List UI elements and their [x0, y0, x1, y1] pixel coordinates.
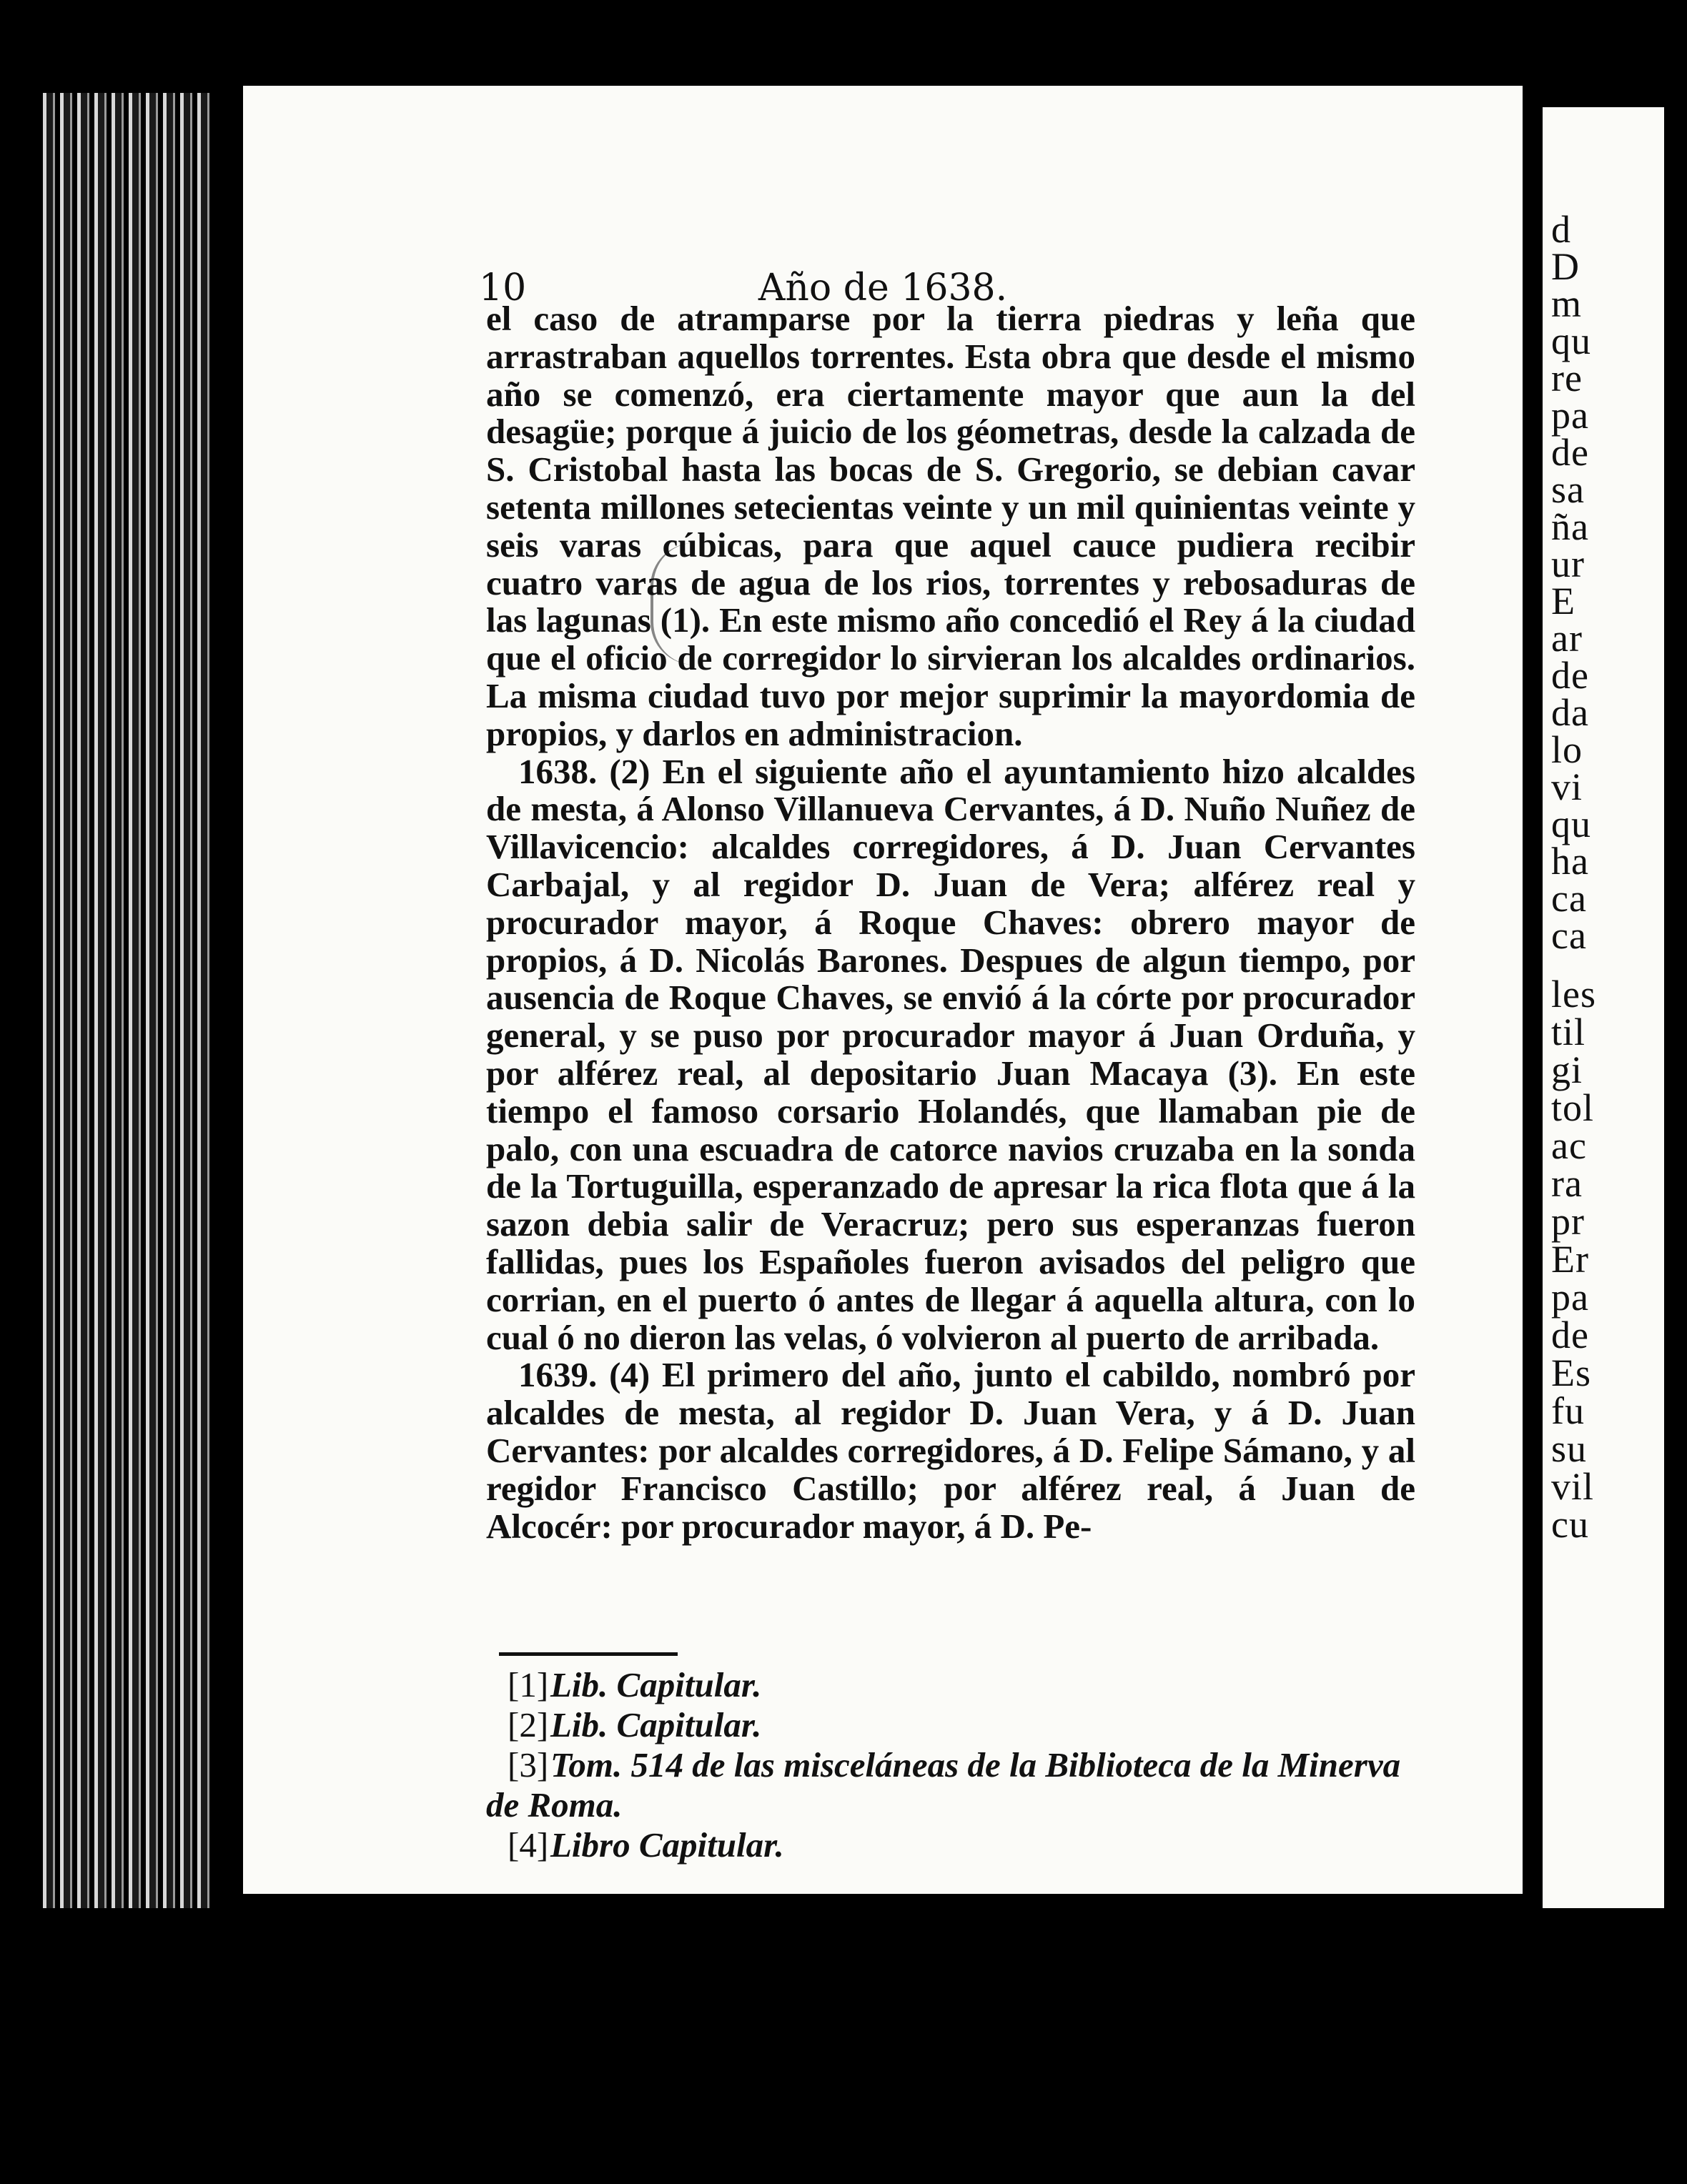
- facing-page: [1543, 107, 1664, 1908]
- facing-page-line: ra: [1551, 1162, 1583, 1205]
- running-title: Año de 1638.: [758, 267, 1008, 309]
- footnote-mark: [4]: [508, 1825, 549, 1865]
- page-number: 10: [479, 267, 527, 309]
- facing-page-line: Er: [1551, 1238, 1589, 1281]
- facing-page-line: ur: [1551, 542, 1585, 585]
- footnote-text: Lib. Capitular.: [550, 1665, 762, 1704]
- facing-page-line: de: [1551, 431, 1589, 474]
- facing-page-line: til: [1551, 1011, 1586, 1053]
- footnote: [486, 1825, 1415, 1865]
- facing-page-line: vil: [1551, 1465, 1595, 1508]
- facing-page-line: cu: [1551, 1503, 1589, 1546]
- facing-page-line: ña: [1551, 505, 1589, 548]
- facing-page-line: gi: [1551, 1048, 1583, 1091]
- paragraph: 1639. (4) El primero del año, junto el cabildo, nombró por alcaldes de mesta, al regidor D. Juan Vera, y á D. Juan Cervantes: por alcaldes corregidores, á D. Felipe Sámano, y al regidor Francisco Castillo; por alférez real, á Juan de Alcocér: por procurador mayor, á D. Pe-: [486, 1355, 1415, 1546]
- facing-page-line: Es: [1551, 1351, 1591, 1394]
- book-page: [243, 86, 1523, 1894]
- footnote-text: Libro Capitular.: [550, 1825, 784, 1865]
- facing-page-line: ca: [1551, 914, 1587, 957]
- facing-page-line: les: [1551, 973, 1596, 1016]
- facing-page-line: qu: [1551, 803, 1591, 845]
- facing-page-line: ar: [1551, 617, 1583, 660]
- footnote: [486, 1745, 1415, 1825]
- facing-page-line: qu: [1551, 319, 1591, 362]
- footnote-text: Tom. 514 de las misceláneas de la Biblioteca de la Minerva de Roma.: [486, 1745, 1401, 1825]
- facing-page-line: ca: [1551, 877, 1587, 920]
- facing-page-line: de: [1551, 654, 1589, 697]
- facing-page-line: pa: [1551, 1276, 1589, 1319]
- facing-page-line: fu: [1551, 1389, 1585, 1432]
- facing-page-line: ha: [1551, 840, 1589, 883]
- facing-page-line: E: [1551, 580, 1575, 622]
- facing-page-line: d: [1551, 208, 1571, 251]
- footnote-mark: [3]: [508, 1745, 549, 1785]
- facing-page-line: lo: [1551, 728, 1583, 771]
- footnote: [486, 1665, 1415, 1705]
- facing-page-line: m: [1551, 282, 1583, 325]
- facing-page-line: D: [1551, 245, 1580, 288]
- facing-page-line: pa: [1551, 394, 1589, 437]
- paragraph: 1638. (2) En el siguiente año el ayuntamiento hizo alcaldes de mesta, á Alonso Villanueva Cervantes, á D. Nuño Nuñez de Villavicencio: alcaldes corregidores, á D. Juan Cervantes Carbajal, y al regidor D. Juan de Vera; alférez real y procurador mayor, á Roque Chaves: obrero mayor de propios, á D. Nicolás Barones. Despues de algun tiempo, por ausencia de Roque Chaves, se envió á la córte por procurador general, y se puso por procurador mayor á Juan Orduña, y por alférez real, al depositario Juan Macaya (3). En este tiempo el famoso corsario Holandés, que llamaban pie de palo, con una escuadra de catorce navios cruzaba en la sonda de la Tortuguilla, esperanzado de apresar la rica flota que á la sazon debia salir de Veracruz; pero sus esperanzas fueron fallidas, pues los Españoles fueron avisados del peligro que corrian, en el puerto ó antes de llegar á aquella altura, con lo cual ó no dieron las velas, ó volvieron al puerto de arribada.: [486, 751, 1415, 1357]
- facing-page-line: ac: [1551, 1124, 1587, 1167]
- footnote-mark: [1]: [508, 1665, 549, 1704]
- facing-page-line: vi: [1551, 765, 1583, 808]
- paragraph: el caso de atramparse por la tierra piedras y leña que arrastraban aquellos torrentes. Esta obra que desde el mismo año se comenzó, era ciertamente mayor que aun la del desagüe; porque á juicio de los géometras, desde la calzada de S. Cristobal hasta las bocas de S. Gregorio, se debian cavar setenta millones setecientas veinte y un mil quinientas veinte y seis varas cúbicas, para que aquel cauce pudiera recibir cuatro varas de agua de los rios, torrentes y rebosaduras de las lagunas (1). En este mismo año concedió el Rey á la ciudad que el oficio de corregidor lo sirvieran los alcaldes ordinarios. La misma ciudad tuvo por mejor suprimir la mayordomia de propios, y darlos en administracion.: [486, 299, 1415, 753]
- facing-page-line: de: [1551, 1314, 1589, 1356]
- facing-page-line: re: [1551, 357, 1583, 399]
- facing-page-line: da: [1551, 691, 1589, 734]
- footnote-rule: [499, 1652, 678, 1656]
- main-text: [486, 300, 1415, 1545]
- footnote-text: Lib. Capitular.: [550, 1705, 762, 1744]
- gutter: [214, 86, 244, 1915]
- facing-page-line: tol: [1551, 1086, 1595, 1129]
- footnotes: [486, 1665, 1415, 1865]
- book-page-edges: [43, 93, 243, 1908]
- facing-page-line: su: [1551, 1427, 1588, 1470]
- facing-page-line: pr: [1551, 1200, 1585, 1243]
- footnote: [486, 1705, 1415, 1745]
- footnote-mark: [2]: [508, 1705, 549, 1744]
- facing-page-line: sa: [1551, 468, 1585, 511]
